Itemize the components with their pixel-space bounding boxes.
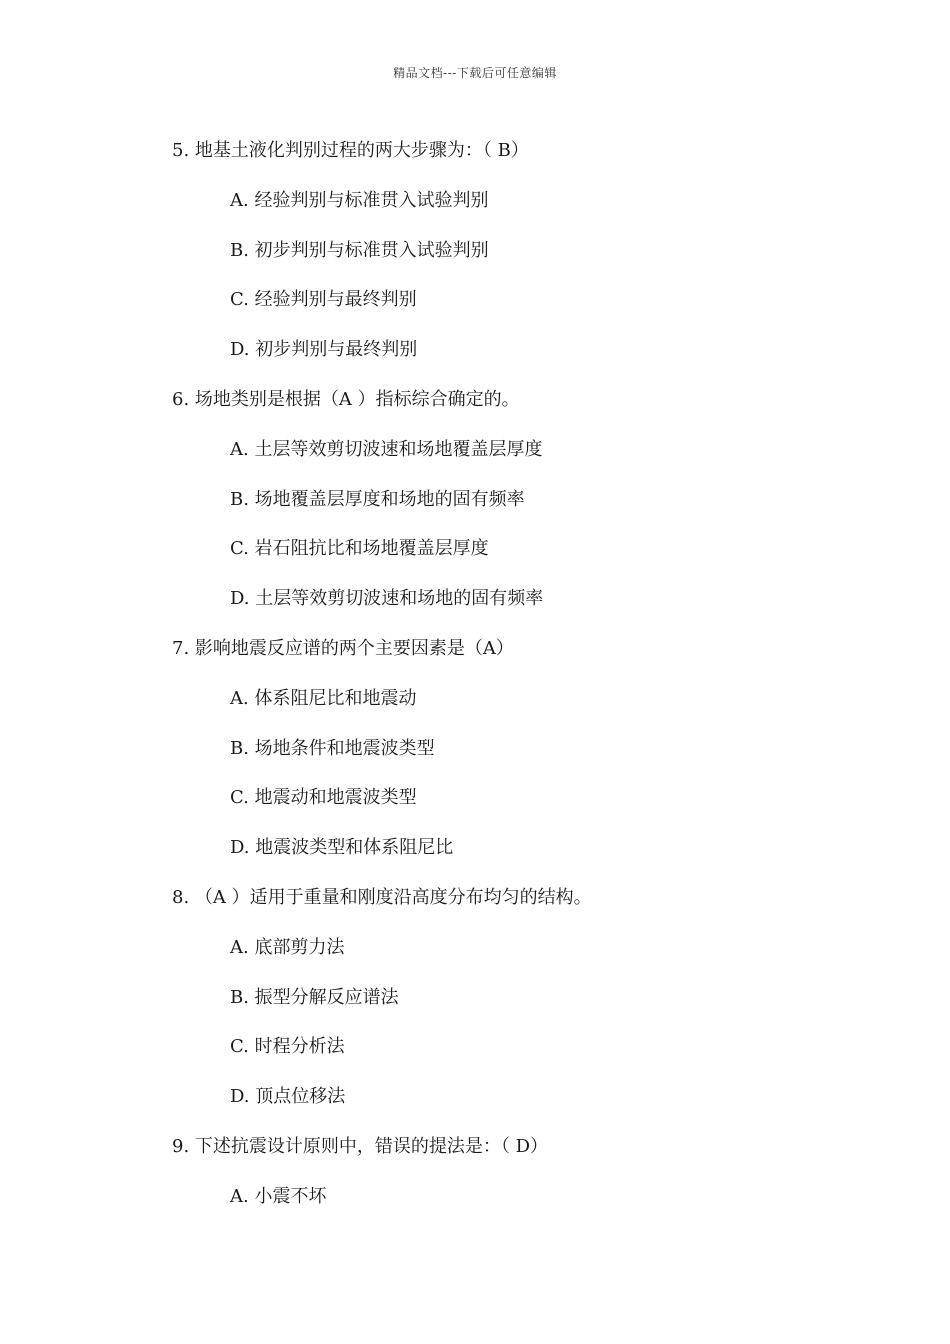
question-6: 6. 场地类别是根据（A ）指标综合确定的。 xyxy=(172,388,520,410)
question-8: 8. （A ）适用于重量和刚度沿高度分布均匀的结构。 xyxy=(172,886,592,908)
question-7: 7. 影响地震反应谱的两个主要因素是（A） xyxy=(172,637,514,659)
question-8-option-b: B. 振型分解反应谱法 xyxy=(230,986,399,1008)
page-header: 精品文档---下载后可任意编辑 xyxy=(393,66,557,80)
question-5-option-d: D. 初步判别与最终判别 xyxy=(230,339,418,361)
question-6-option-a: A. 土层等效剪切波速和场地覆盖层厚度 xyxy=(230,438,543,460)
question-8-option-d: D. 顶点位移法 xyxy=(230,1086,346,1108)
question-5: 5. 地基土液化判别过程的两大步骤为：（ B） xyxy=(172,140,529,161)
question-6-option-d: D. 土层等效剪切波速和场地的固有频率 xyxy=(230,588,544,610)
question-5-option-c: C. 经验判别与最终判别 xyxy=(230,289,417,311)
question-9: 9. 下述抗震设计原则中，错误的提法是：（ D） xyxy=(172,1135,549,1157)
question-6-option-c: C. 岩石阻抗比和场地覆盖层厚度 xyxy=(230,538,489,560)
question-9-option-a: A. 小震不坏 xyxy=(230,1185,327,1207)
question-5-option-b: B. 初步判别与标准贯入试验判别 xyxy=(230,239,489,261)
question-7-option-c: C. 地震动和地震波类型 xyxy=(230,787,417,809)
question-5-option-a: A. 经验判别与标准贯入试验判别 xyxy=(230,189,489,211)
question-7-option-b: B. 场地条件和地震波类型 xyxy=(230,737,435,759)
question-7-option-a: A. 体系阻尼比和地震动 xyxy=(230,687,417,709)
question-6-option-b: B. 场地覆盖层厚度和场地的固有频率 xyxy=(230,488,525,510)
question-7-option-d: D. 地震波类型和体系阻尼比 xyxy=(230,837,454,859)
question-8-option-c: C. 时程分析法 xyxy=(230,1036,345,1058)
question-8-option-a: A. 底部剪力法 xyxy=(230,936,345,958)
question-list xyxy=(0,134,950,1230)
